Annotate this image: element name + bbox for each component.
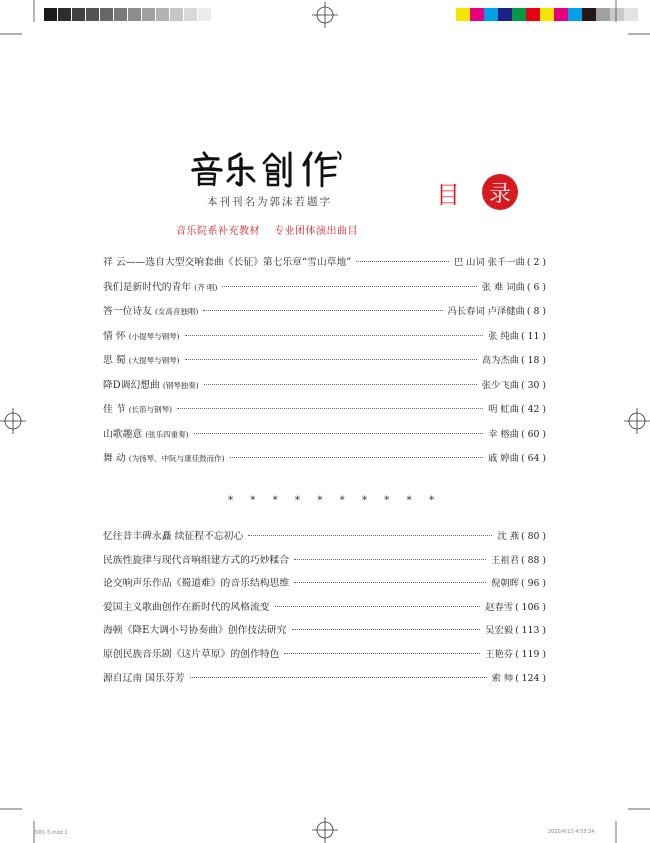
entry-title: 源自辽南 国乐芬芳 [103, 672, 185, 684]
calibration-swatch [512, 8, 526, 21]
entry-note: (钢琴独奏) [162, 380, 199, 390]
dot-leader [294, 559, 486, 560]
entry-title: 降D调幻想曲 [103, 379, 160, 391]
entry-title: 原创民族音乐剧《这片草原》的创作特色 [103, 648, 280, 660]
calibration-swatch [540, 8, 554, 21]
masthead-subtitle: 本刊刊名为郭沫若题字 [207, 196, 332, 208]
entry-page: ( 119 ) [515, 648, 546, 660]
separator-star: * [428, 495, 434, 506]
entry-credit: 倪朝晖 [491, 578, 519, 590]
contents-heading-mu: 目 [436, 180, 460, 209]
entry-credit: 幸 榕曲 [488, 428, 519, 440]
calibration-swatch [142, 8, 156, 21]
contents-heading-lu-badge: 录 [482, 174, 518, 210]
entry-title: 情 怀 [103, 330, 126, 342]
dot-leader [203, 310, 442, 311]
calibration-swatch [498, 8, 512, 21]
entry-title: 海顿《降E大调小号协奏曲》创作技法研究 [103, 625, 287, 637]
dot-leader [185, 335, 484, 336]
dot-leader [275, 606, 481, 607]
separator-star: * [339, 495, 345, 506]
contents-entry [103, 352, 546, 377]
calibration-swatch [114, 8, 128, 21]
dot-leader [356, 261, 449, 262]
separator-star: * [294, 495, 300, 506]
separator-star: * [317, 495, 323, 506]
entry-title: 爱国主义歌曲创作在新时代的风格流变 [103, 601, 270, 613]
dot-leader [292, 629, 481, 630]
entry-page: ( 64 ) [521, 453, 546, 464]
entry-credit: 张少飞曲 [481, 379, 519, 391]
contents-entry [103, 254, 546, 279]
entry-credit: 明 虹曲 [488, 404, 519, 415]
entry-page: ( 88 ) [521, 554, 546, 566]
entry-page: ( 8 ) [526, 306, 546, 317]
registration-mark-icon [0, 408, 26, 434]
contents-entry [103, 670, 546, 694]
entry-credit: 戚 婷曲 [488, 453, 519, 464]
entry-credit: 冯长春词 卢泽健曲 [447, 306, 525, 317]
entry-title: 山歌趣意 [103, 428, 143, 440]
entry-title: 忆往昔丰碑永矗 续征程不忘初心 [103, 531, 244, 542]
entry-page: ( 80 ) [521, 531, 546, 542]
footer-timestamp: 2020/4/13 4:53:24 [548, 829, 595, 835]
entry-credit: 张 纯曲 [488, 330, 519, 342]
entry-credit: 巴 山词 张千一曲 [453, 257, 525, 268]
crop-mark-icon [0, 0, 40, 40]
footer-file-label: 3期1-5.indd 1 [34, 830, 68, 836]
entry-page: ( 2 ) [526, 257, 546, 268]
entry-title: 思 蜀 [103, 355, 126, 366]
entry-note: (女高音独唱) [154, 307, 199, 316]
calibration-swatch [184, 8, 198, 21]
entry-title: 民族性旋律与现代音响组建方式的巧妙糅合 [103, 554, 290, 566]
calibration-swatch [170, 8, 184, 21]
crop-mark-icon [610, 803, 650, 843]
entry-note: (长笛与钢琴) [128, 405, 173, 414]
calibration-swatch [582, 8, 596, 21]
entry-title: 论交响声乐作品《蜀道难》的音乐结构思维 [103, 578, 290, 590]
entry-credit: 张 难 词曲 [481, 281, 525, 293]
dot-leader [204, 384, 477, 385]
entry-title: 佳 节 [103, 404, 126, 415]
calibration-swatch [484, 8, 498, 21]
dot-leader [177, 408, 483, 409]
calibration-swatch [554, 8, 568, 21]
calibration-swatch [198, 8, 212, 21]
dot-leader [190, 677, 487, 678]
separator-star: * [361, 495, 367, 506]
calibration-swatch [470, 8, 484, 21]
entry-note: (小提琴与钢琴) [128, 331, 180, 341]
entry-page: ( 11 ) [521, 330, 546, 342]
tagline-performance: 专业团体演出曲目 [274, 226, 358, 237]
entry-credit: 高为杰曲 [481, 355, 519, 366]
entry-note: (大提琴与钢琴) [128, 356, 180, 365]
calibration-swatch [58, 8, 72, 21]
contents-entry [103, 328, 546, 353]
calibration-swatch [100, 8, 114, 21]
separator-star: * [250, 495, 256, 506]
contents-heading [436, 174, 518, 210]
entry-credit: 索 帅 [491, 672, 514, 684]
entry-credit: 王祖君 [491, 554, 519, 566]
entry-credit: 沈 燕 [497, 531, 519, 542]
contents-entry [103, 599, 546, 623]
entry-page: ( 42 ) [521, 404, 546, 415]
crop-mark-icon [610, 0, 650, 40]
entry-page: ( 124 ) [515, 672, 546, 684]
dot-leader [230, 457, 484, 458]
contents-entry [103, 377, 546, 402]
tagline-teaching: 音乐院系补充教材 [176, 226, 260, 237]
entry-page: ( 106 ) [515, 601, 546, 613]
calibration-swatch [526, 8, 540, 21]
entry-page: ( 30 ) [521, 379, 546, 391]
gray-calibration-strip [44, 8, 212, 21]
calibration-swatch [156, 8, 170, 21]
contents-entry [103, 575, 546, 599]
calligraphy-logo [190, 150, 350, 188]
entry-credit: 王艳芬 [485, 648, 514, 660]
entry-page: ( 18 ) [521, 355, 546, 366]
entry-title: 我们是新时代的青年 [103, 281, 192, 293]
calibration-swatch [568, 8, 582, 21]
entry-title: 答一位诗友 [103, 306, 152, 317]
entry-page: ( 60 ) [521, 428, 546, 440]
entry-credit: 吴宏毅 [485, 625, 514, 637]
separator-star: * [384, 495, 390, 506]
calibration-swatch [596, 8, 610, 21]
crop-mark-icon [0, 803, 40, 843]
entry-note: (为扬琴、中阮与康佳鼓而作) [128, 454, 225, 463]
contents-entry [103, 552, 546, 576]
contents-entry [103, 646, 546, 670]
contents-entry [103, 622, 546, 646]
separator-star: * [272, 495, 278, 506]
contents-entry [103, 279, 546, 304]
contents-articles [103, 528, 546, 693]
dot-leader [185, 359, 477, 360]
entry-title: 舞 动 [103, 453, 126, 464]
calibration-swatch [456, 8, 470, 21]
contents-entry [103, 528, 546, 552]
contents-entry [103, 401, 546, 426]
entry-page: ( 96 ) [521, 578, 546, 590]
contents-entry [103, 303, 546, 328]
registration-mark-icon [312, 2, 338, 28]
calibration-swatch [72, 8, 86, 21]
calibration-swatch [86, 8, 100, 21]
entry-note: (弦乐四重奏) [145, 429, 189, 439]
section-separator [228, 495, 434, 506]
entry-note: (齐 唱) [194, 282, 218, 292]
calibration-swatch [44, 8, 58, 21]
registration-mark-icon [312, 817, 338, 843]
registration-mark-icon [624, 408, 650, 434]
contents-compositions [103, 254, 546, 475]
entry-credit: 赵春雪 [485, 601, 514, 613]
dot-leader [248, 535, 492, 536]
calibration-swatch [128, 8, 142, 21]
separator-star: * [228, 495, 233, 506]
entry-title: 祥 云——选自大型交响套曲《长征》第七乐章“雪山草地” [103, 257, 352, 268]
entry-page: ( 6 ) [526, 281, 546, 293]
dot-leader [284, 653, 480, 654]
separator-star: * [406, 495, 412, 506]
contents-entry [103, 450, 546, 475]
contents-entry [103, 426, 546, 451]
dot-leader [222, 286, 476, 287]
dot-leader [294, 582, 486, 583]
masthead-tagline [176, 222, 358, 237]
dot-leader [194, 433, 484, 434]
entry-page: ( 113 ) [515, 625, 546, 637]
